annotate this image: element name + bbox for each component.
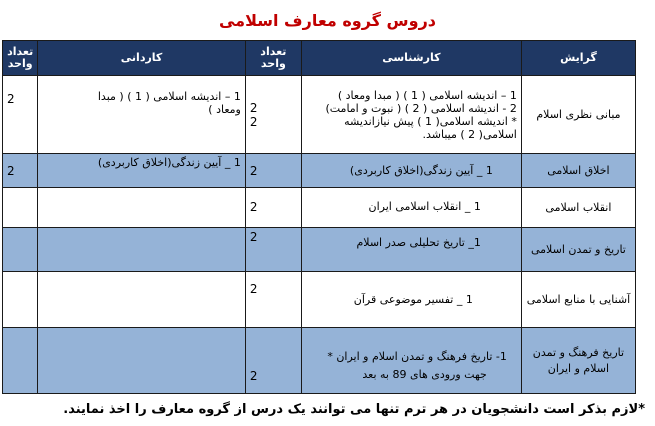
cell-bachelor-units: 2 [245,272,301,328]
cell-associate-units [3,188,38,228]
table-header-row [3,41,636,76]
bachelor-line: 1 _ آیین زندگی(اخلاق کاربردی) [349,164,493,177]
units-value: 2 [249,114,258,129]
cell-associate [38,76,246,154]
cell-bachelor [301,154,521,188]
table-row [3,228,636,272]
cell-associate [38,154,246,188]
table-row [3,188,636,228]
cell-associate [38,272,246,328]
cell-specialization: اخلاق اسلامی [521,154,635,188]
header-specialization: گرایش [521,41,635,76]
courses-table [2,40,636,394]
associate-line: 1 – اندیشه اسلامی ( 1 ) ( مبدا [97,90,241,103]
header-bachelor: کارشناسی [301,41,521,76]
cell-specialization: تاریخ فرهنگ و تمدن اسلام و ایران [521,328,635,394]
cell-specialization: انقلاب اسلامی [521,188,635,228]
cell-bachelor [301,228,521,272]
header-bachelor-units: تعداد واحد [245,41,301,76]
bachelor-line: 1 _ تفسیر موضوعی قرآن [353,293,473,306]
cell-bachelor [301,188,521,228]
footnote: *لازم بذکر است دانشجویان در هر ترم تنها می توانند یک درس از گروه معارف را اخذ نمایند. [63,402,645,417]
cell-bachelor-units: 2 [245,188,301,228]
page-title: دروس گروه معارف اسلامی [218,11,436,30]
table-row [3,328,636,394]
cell-specialization: مبانی نظری اسلام [521,76,635,154]
cell-bachelor [301,76,521,154]
cell-bachelor [301,328,521,394]
bachelor-line: * اندیشه اسلامی( 1 ) پیش نیازاندیشه [344,114,517,128]
cell-bachelor-units: 2 [245,154,301,188]
bachelor-line: اسلامی( 2 ) میباشد. [422,127,517,141]
cell-bachelor-units: 2 [245,328,301,394]
associate-line: 1 _ آیین زندگی(اخلاق کاربردی) [97,156,241,169]
cell-associate-units [3,228,38,272]
cell-associate-units [3,328,38,394]
cell-bachelor-units: 2 [245,228,301,272]
cell-associate [38,328,246,394]
cell-associate [38,188,246,228]
cell-bachelor-units [245,76,301,154]
bachelor-line: 1 _ انقلاب اسلامی ایران [368,200,481,213]
bachelor-line: 1_ تاریخ تحلیلی صدر اسلام [356,236,481,249]
bachelor-line: جهت ورودی های 89 به بعد [362,368,487,381]
cell-specialization: آشنایی با منابع اسلامی [521,272,635,328]
header-associate-units: تعداد واحد [3,41,38,76]
cell-associate-units: 2 [3,154,38,188]
cell-associate-units: 2 [3,76,38,154]
cell-bachelor [301,272,521,328]
table-row [3,154,636,188]
table-row [3,272,636,328]
cell-specialization: تاریخ و تمدن اسلامی [521,228,635,272]
header-associate: کاردانی [38,41,246,76]
bachelor-line: 2 - اندیشه اسلامی ( 2 ) ( نبوت و امامت) [325,101,517,115]
table-row [3,76,636,154]
associate-line: ومعاد ) [208,103,241,116]
bachelor-line: 1 – اندیشه اسلامی ( 1 ) ( مبدا ومعاد ) [337,88,517,102]
cell-associate [38,228,246,272]
cell-associate-units [3,272,38,328]
page-title-bar [0,6,655,36]
units-value: 2 [249,100,258,115]
bachelor-line: 1- تاریخ فرهنگ و تمدن اسلام و ایران * [327,350,507,363]
